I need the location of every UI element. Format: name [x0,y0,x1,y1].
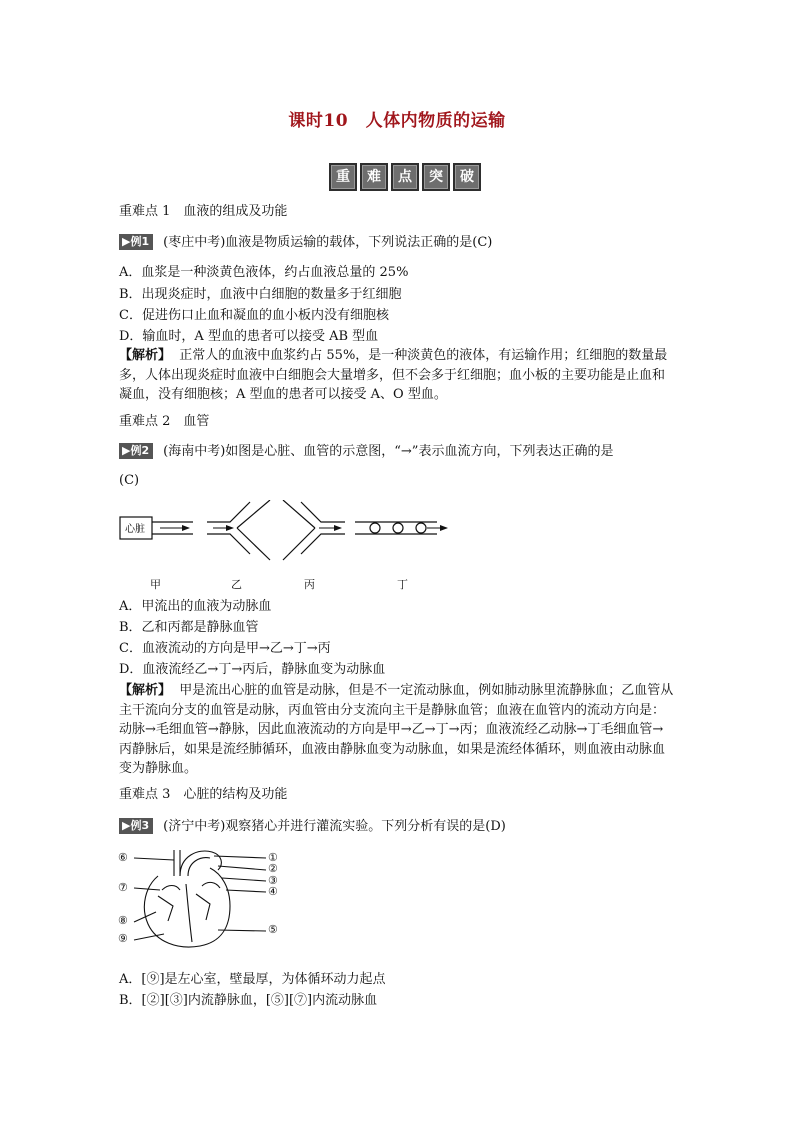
q1-option-d: D．输血时，A 型血的患者可以接受 AB 型血 [119,329,379,344]
diagram-label-bing: 丙 [304,578,315,591]
question-text: (海南中考)如图是心脏、血管的示意图，“→”表示血流方向，下列表达正确的是 [163,444,614,459]
key-point-3-heading: 重难点 3 心脏的结构及功能 [119,787,288,802]
heart-label-5: ⑤ [268,923,278,936]
example-badge: ▶例2 [119,443,153,459]
banner-char: 点 [391,163,419,191]
example-badge: ▶例1 [119,234,153,250]
key-point-2-heading: 重难点 2 血管 [119,414,210,429]
heart-label: 心脏 [125,524,145,535]
key-point-1-heading: 重难点 1 血液的组成及功能 [119,204,288,219]
q2-option-d: D．血液流经乙→丁→丙后，静脉血变为动脉血 [119,662,386,677]
example-badge: ▶例3 [119,818,153,834]
heart-label-9: ⑨ [118,932,128,945]
q2-option-c: C．血液流动的方向是甲→乙→丁→丙 [119,641,331,656]
analysis-label: 【解析】 [119,348,172,363]
banner-char: 破 [453,163,481,191]
banner-char: 突 [422,163,450,191]
q1-analysis [119,346,675,405]
q2-analysis [119,681,675,779]
question-1-stem [119,234,492,252]
heart-label-7: ⑦ [118,881,128,894]
analysis-text: 正常人的血液中血浆约占 55%，是一种淡黄色的液体，有运输作用；红细胞的数量最多，人体出现炎症时血液中白细胞会大量增多，但不会多于红细胞；血小板的主要功能是止血和凝血，没有细胞核；A 型血的患者可以接受 A、O 型血。 [119,348,668,402]
q1-option-c: C．促进伤口止血和凝血的血小板内没有细胞核 [119,308,389,323]
heart-label-3: ③ [268,874,278,887]
heart-label-8: ⑧ [118,914,128,927]
banner-char: 重 [329,163,357,191]
banner-char: 难 [360,163,388,191]
diagram-label-ding: 丁 [397,578,408,591]
q2-option-a: A．甲流出的血液为动脉血 [119,599,272,614]
diagram-label-jia: 甲 [150,578,161,591]
analysis-label: 【解析】 [119,683,172,698]
lesson-title: 课时10 人体内物质的运输 [288,111,506,131]
analysis-text: 甲是流出心脏的血管是动脉，但是不一定流动脉血，例如肺动脉里流静脉血；乙血管从主干流向分支的血管是动脉，丙血管由分支流向主干是静脉血管；血液在血管内的流动方向是：动脉→毛细血管→静脉，因此血液流动的方向是甲→乙→丁→丙；血液流经乙动脉→丁毛细血管→丙静脉后，如果是流经肺循环，血液由静脉血变为动脉血，如果是流经体循环，则血液由动脉血变为静脉血。 [119,683,674,776]
question-3-stem [119,818,506,836]
blood-vessel-diagram [115,500,455,570]
question-text: (济宁中考)观察猪心并进行灌流实验。下列分析有误的是(D) [163,819,506,834]
question-text: (枣庄中考)血液是物质运输的载体，下列说法正确的是(C) [163,235,493,250]
heart-label-1: ① [268,851,278,864]
q1-option-a: A．血浆是一种淡黄色液体，约占血液总量的 25% [119,265,409,280]
vessel-bing [283,500,345,560]
heart-label-2: ② [268,862,278,875]
diagram-label-yi: 乙 [231,578,242,591]
heart-structure-diagram [118,846,288,956]
vessel-ding [355,522,447,534]
q3-option-b: B．[②][③]内流静脉血，[⑤][⑦]内流动脉血 [119,993,378,1008]
question-2-stem [119,443,613,461]
q2-option-b: B．乙和丙都是静脉血管 [119,620,259,635]
q3-option-a: A．[⑨]是左心室，壁最厚，为体循环动力起点 [119,972,386,987]
vessel-yi [207,500,270,560]
heart-label-4: ④ [268,885,278,898]
question-2-answer: (C) [119,473,140,488]
section-banner [329,163,481,191]
heart-label-6: ⑥ [118,851,128,864]
q1-option-b: B．出现炎症时，血液中白细胞的数量多于红细胞 [119,287,402,302]
